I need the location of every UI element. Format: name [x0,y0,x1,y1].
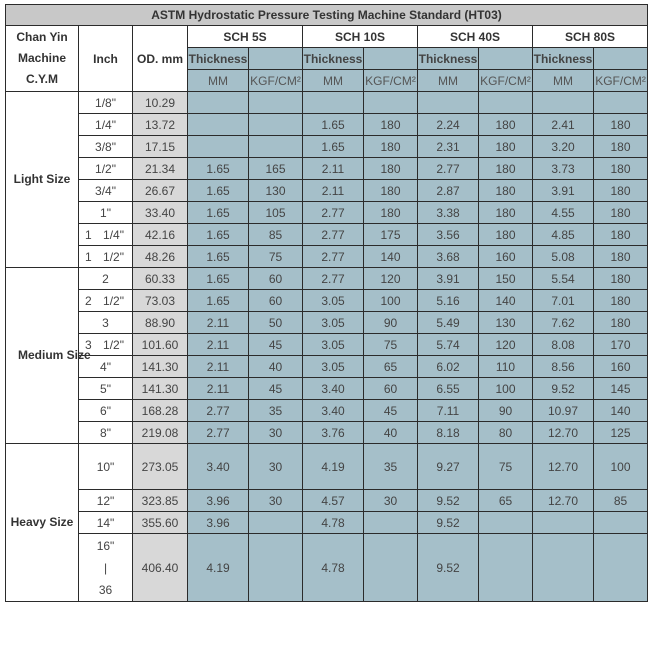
thickness-cell: 9.52 [418,490,479,512]
od-cell: 73.03 [133,290,188,312]
thickness-cell: 10.97 [533,400,594,422]
thickness-cell [418,92,479,114]
pressure-cell: 85 [594,490,648,512]
pressure-cell: 140 [479,290,533,312]
pressure-cell: 100 [479,378,533,400]
thickness-cell: 2.41 [533,114,594,136]
thickness-cell: 3.05 [303,356,364,378]
pressure-cell [364,512,418,534]
pressure-cell: 180 [479,224,533,246]
pressure-cell: 40 [249,356,303,378]
thickness-cell: 4.78 [303,534,364,602]
pressure-cell: 120 [479,334,533,356]
thickness-cell: 2.87 [418,180,479,202]
table-row [6,92,648,114]
thickness-cell: 8.08 [533,334,594,356]
unit-mm: MM [418,70,479,92]
pressure-cell [364,534,418,602]
thickness-cell: 12.70 [533,444,594,490]
od-cell: 21.34 [133,158,188,180]
thickness-cell: 3.38 [418,202,479,224]
thickness-cell: 7.11 [418,400,479,422]
pressure-cell: 105 [249,202,303,224]
thickness-cell: 6.55 [418,378,479,400]
od-cell: 323.85 [133,490,188,512]
thickness-cell: 2.31 [418,136,479,158]
thickness-cell: 9.52 [533,378,594,400]
table-row [6,334,648,356]
thickness-cell: 4.19 [188,534,249,602]
pressure-cell: 180 [594,268,648,290]
unit-mm: MM [533,70,594,92]
thickness-cell [188,92,249,114]
thickness-cell: 7.01 [533,290,594,312]
inch-whole: 2 [85,293,92,308]
unit-mm: MM [303,70,364,92]
thickness-cell: 2.77 [303,224,364,246]
pressure-cell: 75 [364,334,418,356]
nominal-size-cell: 6" [79,400,133,422]
table-row [6,290,648,312]
pressure-cell [249,512,303,534]
pressure-cell [479,512,533,534]
pressure-cell: 110 [479,356,533,378]
thickness-cell: 3.40 [303,378,364,400]
od-header: OD. mm [133,26,188,92]
pressure-cell: 45 [249,378,303,400]
thickness-cell: 4.57 [303,490,364,512]
pressure-cell: 180 [594,158,648,180]
pressure-cell: 180 [594,312,648,334]
pressure-cell [594,512,648,534]
thickness-cell: 2.77 [303,202,364,224]
thickness-cell: 2.11 [188,312,249,334]
pressure-cell: 180 [364,158,418,180]
thickness-cell [533,512,594,534]
table-row [6,114,648,136]
inch-fraction: 1/4" [103,227,124,242]
nominal-size-cell: 1/8" [79,92,133,114]
thickness-header: Thickness [303,48,364,70]
unit-kgf: KGF/CM² [479,70,533,92]
nominal-size-cell [79,290,133,312]
thickness-cell: 3.73 [533,158,594,180]
pressure-cell: 60 [249,268,303,290]
size-group-label: Heavy Size [6,444,79,602]
table-row [6,400,648,422]
pressure-cell: 160 [594,356,648,378]
thickness-cell: 2.11 [303,158,364,180]
thickness-cell: 2.77 [188,400,249,422]
table-row [6,534,648,602]
od-cell: 60.33 [133,268,188,290]
nominal-size-cell: 3 [79,312,133,334]
thickness-cell: 9.27 [418,444,479,490]
pressure-cell: 180 [364,136,418,158]
pressure-cell: 120 [364,268,418,290]
nominal-size-cell [79,224,133,246]
pressure-cell [479,534,533,602]
blank-header [364,48,418,70]
nominal-size-cell: 4" [79,356,133,378]
thickness-cell: 2.11 [188,334,249,356]
brand-line: Chan Yin [16,30,68,44]
thickness-cell: 3.96 [188,490,249,512]
pressure-cell: 180 [479,158,533,180]
thickness-cell: 5.54 [533,268,594,290]
blank-header [594,48,648,70]
pressure-cell [594,92,648,114]
thickness-cell [533,534,594,602]
nominal-size-cell: 12" [79,490,133,512]
pressure-cell [249,534,303,602]
thickness-cell: 1.65 [188,180,249,202]
pressure-cell: 35 [249,400,303,422]
inch-fraction: 1/2" [103,293,124,308]
table-row [6,268,648,290]
nominal-size-cell: 3/8" [79,136,133,158]
thickness-cell: 4.85 [533,224,594,246]
pressure-cell: 180 [479,202,533,224]
pressure-cell: 180 [479,114,533,136]
table-row [6,512,648,534]
unit-kgf: KGF/CM² [364,70,418,92]
pressure-cell: 130 [249,180,303,202]
pressure-cell: 180 [594,224,648,246]
thickness-cell: 1.65 [188,202,249,224]
brand-line: C.Y.M [25,72,58,86]
thickness-cell: 5.74 [418,334,479,356]
thickness-cell: 2.77 [188,422,249,444]
thickness-cell: 4.19 [303,444,364,490]
thickness-cell: 12.70 [533,422,594,444]
thickness-cell: 3.76 [303,422,364,444]
od-cell: 88.90 [133,312,188,334]
od-cell: 273.05 [133,444,188,490]
thickness-cell: 1.65 [188,158,249,180]
pressure-cell: 75 [479,444,533,490]
pressure-cell: 30 [364,490,418,512]
pressure-cell [249,136,303,158]
inch-fraction: 1/2" [103,249,124,264]
nominal-size-cell: 3/4" [79,180,133,202]
thickness-cell [188,114,249,136]
pressure-cell: 180 [364,114,418,136]
table-row [6,136,648,158]
pressure-cell: 180 [364,202,418,224]
od-cell: 33.40 [133,202,188,224]
od-cell: 26.67 [133,180,188,202]
pressure-cell: 160 [479,246,533,268]
thickness-cell: 6.02 [418,356,479,378]
nominal-size-cell: 10" [79,444,133,490]
od-cell: 168.28 [133,400,188,422]
schedule-header: SCH 80S [533,26,648,48]
pressure-cell: 165 [249,158,303,180]
thickness-cell: 3.96 [188,512,249,534]
pressure-cell: 65 [364,356,418,378]
pressure-cell: 180 [594,114,648,136]
pressure-cell: 180 [594,180,648,202]
thickness-cell: 3.91 [533,180,594,202]
thickness-cell: 2.77 [303,246,364,268]
pressure-cell: 180 [594,136,648,158]
thickness-cell: 3.20 [533,136,594,158]
od-cell: 406.40 [133,534,188,602]
pressure-cell: 140 [594,400,648,422]
inch-header: Inch [79,26,133,92]
thickness-cell [533,92,594,114]
table-row [6,490,648,512]
od-cell: 13.72 [133,114,188,136]
pressure-cell [594,534,648,602]
thickness-cell: 9.52 [418,534,479,602]
table-row [6,202,648,224]
thickness-header: Thickness [418,48,479,70]
od-cell: 141.30 [133,378,188,400]
thickness-cell: 4.78 [303,512,364,534]
inch-whole: 1 [85,249,92,264]
pressure-cell [249,114,303,136]
table-row [6,312,648,334]
table-row [6,356,648,378]
thickness-cell: 1.65 [188,290,249,312]
pressure-cell: 180 [364,180,418,202]
table-row [6,224,648,246]
brand-line: Machine [17,51,66,65]
thickness-header: Thickness [533,48,594,70]
pressure-cell: 60 [364,378,418,400]
thickness-cell: 3.40 [188,444,249,490]
schedule-header: SCH 10S [303,26,418,48]
nominal-size-cell: 1/2" [79,158,133,180]
blank-header [249,48,303,70]
thickness-cell: 3.91 [418,268,479,290]
thickness-cell: 2.11 [303,180,364,202]
pressure-cell: 30 [249,490,303,512]
nominal-size-cell [79,534,133,602]
inch-whole: 3 [85,337,92,352]
thickness-cell: 1.65 [303,114,364,136]
pressure-cell: 170 [594,334,648,356]
pressure-cell: 85 [249,224,303,246]
thickness-cell: 4.55 [533,202,594,224]
nominal-size-cell: 1" [79,202,133,224]
schedule-header: SCH 5S [188,26,303,48]
pressure-cell: 75 [249,246,303,268]
thickness-cell [303,92,364,114]
thickness-cell: 1.65 [303,136,364,158]
pressure-cell: 100 [594,444,648,490]
nominal-size-cell: 5" [79,378,133,400]
pressure-cell: 180 [594,290,648,312]
pressure-cell: 30 [249,444,303,490]
brand-header [6,26,79,92]
pressure-cell: 125 [594,422,648,444]
thickness-cell: 1.65 [188,268,249,290]
thickness-cell: 5.08 [533,246,594,268]
thickness-cell: 1.65 [188,246,249,268]
pressure-cell: 45 [249,334,303,356]
pressure-cell [364,92,418,114]
pressure-cell: 60 [249,290,303,312]
od-cell: 42.16 [133,224,188,246]
pressure-cell [249,92,303,114]
thickness-cell: 3.56 [418,224,479,246]
pressure-cell: 175 [364,224,418,246]
thickness-cell: 3.05 [303,334,364,356]
pressure-cell: 30 [249,422,303,444]
thickness-cell: 5.49 [418,312,479,334]
pressure-cell: 150 [479,268,533,290]
od-cell: 48.26 [133,246,188,268]
blank-header [479,48,533,70]
pressure-cell: 90 [364,312,418,334]
size-group-label: Medium Size [6,268,79,444]
table-title: ASTM Hydrostatic Pressure Testing Machine Standard (HT03) [6,5,648,26]
unit-kgf: KGF/CM² [594,70,648,92]
od-cell: 141.30 [133,356,188,378]
thickness-cell: 12.70 [533,490,594,512]
thickness-cell: 2.11 [188,378,249,400]
table-row [6,158,648,180]
pressure-cell: 45 [364,400,418,422]
thickness-cell: 2.77 [418,158,479,180]
pressure-cell: 180 [479,180,533,202]
thickness-cell: 3.68 [418,246,479,268]
thickness-cell: 1.65 [188,224,249,246]
od-cell: 17.15 [133,136,188,158]
inch-range-part: 16" [96,538,115,553]
od-cell: 355.60 [133,512,188,534]
thickness-cell: 3.05 [303,312,364,334]
thickness-cell: 3.40 [303,400,364,422]
unit-kgf: KGF/CM² [249,70,303,92]
thickness-cell: 2.24 [418,114,479,136]
pressure-cell: 100 [364,290,418,312]
pressure-spec-table [5,4,648,602]
nominal-size-cell: 2 [79,268,133,290]
pressure-cell: 50 [249,312,303,334]
thickness-cell: 5.16 [418,290,479,312]
pressure-cell: 90 [479,400,533,422]
table-row [6,422,648,444]
pressure-cell: 140 [364,246,418,268]
pressure-cell: 80 [479,422,533,444]
inch-fraction: 1/2" [103,337,124,352]
od-cell: 219.08 [133,422,188,444]
pressure-cell: 40 [364,422,418,444]
od-cell: 101.60 [133,334,188,356]
table-row [6,378,648,400]
pressure-cell [479,92,533,114]
od-cell: 10.29 [133,92,188,114]
table-row [6,246,648,268]
pressure-cell: 35 [364,444,418,490]
nominal-size-cell: 1/4" [79,114,133,136]
nominal-size-cell [79,246,133,268]
nominal-size-cell: 14" [79,512,133,534]
size-group-label: Light Size [6,92,79,268]
pressure-cell: 180 [479,136,533,158]
thickness-cell: 3.05 [303,290,364,312]
pressure-cell: 145 [594,378,648,400]
thickness-cell: 9.52 [418,512,479,534]
table-row [6,180,648,202]
thickness-cell: 2.77 [303,268,364,290]
table-row [6,444,648,490]
pressure-cell: 180 [594,202,648,224]
thickness-header: Thickness [188,48,249,70]
unit-mm: MM [188,70,249,92]
pressure-cell: 130 [479,312,533,334]
inch-range-part: | [103,560,108,575]
thickness-cell: 7.62 [533,312,594,334]
pressure-cell: 65 [479,490,533,512]
nominal-size-cell: 8" [79,422,133,444]
inch-whole: 1 [85,227,92,242]
thickness-cell: 8.18 [418,422,479,444]
thickness-cell [188,136,249,158]
pressure-cell: 180 [594,246,648,268]
thickness-cell: 8.56 [533,356,594,378]
inch-range-part: 36 [98,582,113,597]
thickness-cell: 2.11 [188,356,249,378]
schedule-header: SCH 40S [418,26,533,48]
